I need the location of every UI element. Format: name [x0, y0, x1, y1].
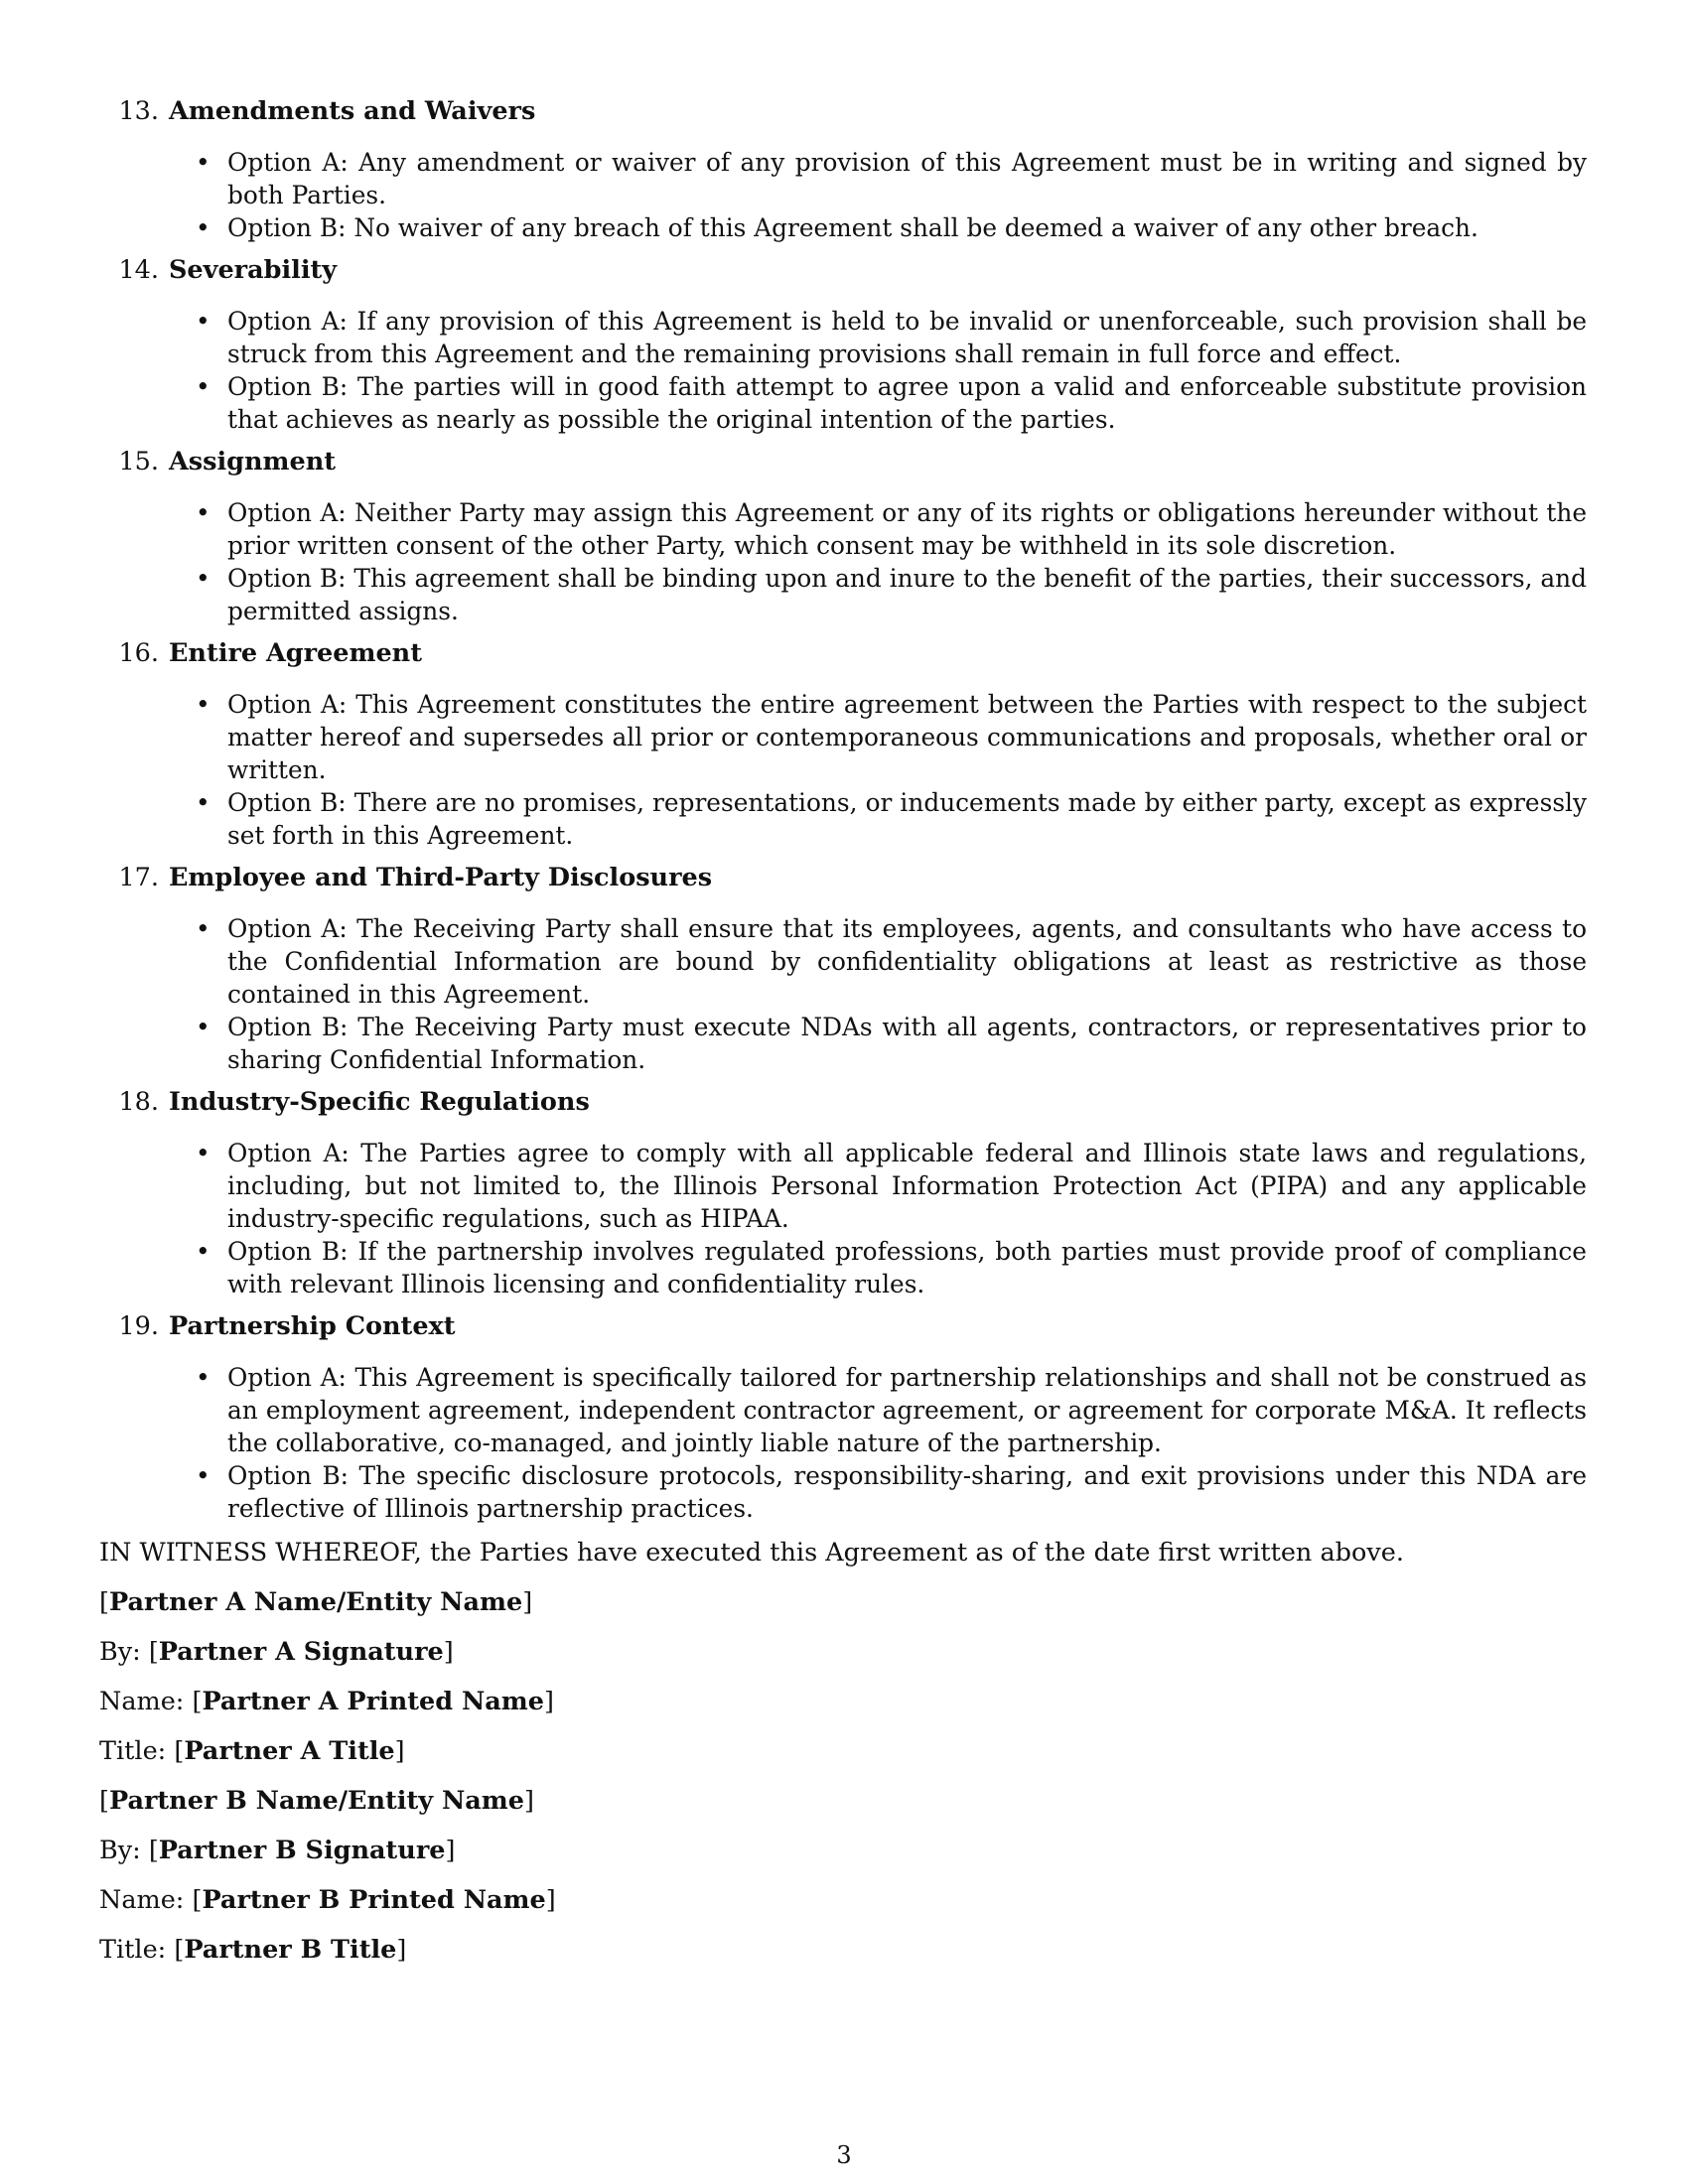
section-heading [99, 446, 1587, 478]
signature-placeholder: Partner A Name/Entity Name [108, 1587, 523, 1617]
bracket-open: [ [174, 1935, 185, 1965]
options-list [99, 496, 1587, 627]
bracket-open: [ [148, 1637, 159, 1667]
bracket-close: ] [545, 1885, 556, 1915]
bracket-open: [ [99, 1786, 109, 1816]
signature-label: Name: [99, 1885, 193, 1915]
option-item: • Option B: The Receiving Party must execute NDAs with all agents, contractors, or representatives prior to sharing Confidential Information. [99, 1011, 1587, 1076]
section-14 [99, 254, 1587, 436]
section-title: Amendments and Waivers [169, 96, 536, 126]
section-18 [99, 1086, 1587, 1300]
bracket-close: ] [524, 1786, 534, 1816]
signature-line [99, 1586, 1587, 1619]
bracket-close: ] [544, 1687, 554, 1716]
bracket-close: ] [396, 1935, 407, 1965]
bracket-close: ] [522, 1587, 533, 1617]
signature-block [99, 1586, 1587, 1967]
section-title: Industry-Specific Regulations [169, 1087, 590, 1117]
bracket-close: ] [394, 1736, 405, 1766]
section-number: 16. [118, 638, 159, 668]
section-number: 19. [118, 1311, 159, 1341]
signature-label: Name: [99, 1687, 193, 1716]
section-15 [99, 446, 1587, 627]
options-list [99, 305, 1587, 436]
signature-line [99, 1686, 1587, 1718]
bracket-open: [ [148, 1836, 159, 1865]
bracket-open: [ [174, 1736, 185, 1766]
bracket-open: [ [99, 1587, 109, 1617]
section-title: Severability [169, 255, 338, 285]
option-item: • Option B: This agreement shall be binding upon and inure to the benefit of the parties, their successors, and permitted assigns. [99, 562, 1587, 627]
section-heading [99, 1086, 1587, 1119]
witness-clause: IN WITNESS WHEREOF, the Parties have executed this Agreement as of the date first written above. [99, 1538, 1404, 1568]
option-item: • Option B: There are no promises, representations, or inducements made by either party, except as expressly set forth in this Agreement. [99, 786, 1587, 852]
section-number: 15. [118, 447, 159, 477]
option-item: • Option A: This Agreement is specifically tailored for partnership relationships and shall not be construed as an employment agreement, independent contractor agreement, or agreement for corporate M&A. It reflects the collaborative, co-managed, and jointly liable nature of the partnership. [99, 1361, 1587, 1459]
section-heading [99, 95, 1587, 128]
bracket-close: ] [445, 1836, 456, 1865]
signature-label: By: [99, 1836, 149, 1865]
document-page [99, 95, 1587, 1983]
section-heading [99, 1310, 1587, 1343]
section-title: Partnership Context [169, 1311, 456, 1341]
option-item: • Option A: If any provision of this Agreement is held to be invalid or unenforceable, such provision shall be struck from this Agreement and the remaining provisions shall remain in full force and effect. [99, 305, 1587, 370]
section-16 [99, 637, 1587, 852]
signature-placeholder: Partner B Signature [158, 1836, 446, 1865]
signature-label: Title: [99, 1736, 175, 1766]
signature-placeholder: Partner A Signature [158, 1637, 444, 1667]
signature-placeholder: Partner A Title [184, 1736, 395, 1766]
section-title: Assignment [169, 447, 337, 477]
section-title: Entire Agreement [169, 638, 422, 668]
section-number: 13. [118, 96, 159, 126]
signature-placeholder: Partner B Name/Entity Name [108, 1786, 524, 1816]
option-item: • Option A: This Agreement constitutes the entire agreement between the Parties with respect to the subject matter hereof and supersedes all prior or contemporaneous communications and proposals, whether oral or written. [99, 688, 1587, 786]
section-17 [99, 862, 1587, 1076]
options-list [99, 1361, 1587, 1525]
options-list [99, 688, 1587, 852]
section-heading [99, 862, 1587, 894]
signature-label: By: [99, 1637, 149, 1667]
option-item: • Option B: The specific disclosure protocols, responsibility-sharing, and exit provisions under this NDA are reflective of Illinois partnership practices. [99, 1459, 1587, 1525]
section-19 [99, 1310, 1587, 1525]
signature-label: Title: [99, 1935, 175, 1965]
section-number: 14. [118, 255, 159, 285]
option-item: • Option A: The Receiving Party shall ensure that its employees, agents, and consultants who have access to the Confidential Information are bound by confidentiality obligations at least as restrictive as those contained in this Agreement. [99, 912, 1587, 1011]
signature-placeholder: Partner B Title [184, 1935, 397, 1965]
bracket-close: ] [443, 1637, 454, 1667]
options-list [99, 1137, 1587, 1300]
signature-line [99, 1785, 1587, 1818]
signature-placeholder: Partner B Printed Name [202, 1885, 546, 1915]
options-list [99, 912, 1587, 1076]
section-heading [99, 637, 1587, 670]
option-item: • Option B: If the partnership involves regulated professions, both parties must provide proof of compliance with relevant Illinois licensing and confidentiality rules. [99, 1235, 1587, 1300]
page-number: 3 [836, 2141, 852, 2169]
section-13 [99, 95, 1587, 244]
section-title: Employee and Third-Party Disclosures [169, 863, 713, 892]
option-item: • Option A: Neither Party may assign this Agreement or any of its rights or obligations hereunder without the prior written consent of the other Party, which consent may be withheld in its sole discretion. [99, 496, 1587, 562]
option-item: • Option B: The parties will in good faith attempt to agree upon a valid and enforceable substitute provision that achieves as nearly as possible the original intention of the parties. [99, 370, 1587, 436]
signature-line [99, 1835, 1587, 1867]
option-item: • Option A: The Parties agree to comply with all applicable federal and Illinois state laws and regulations, including, but not limited to, the Illinois Personal Information Protection Act (PIPA) and any applicable industry-specific regulations, such as HIPAA. [99, 1137, 1587, 1235]
section-number: 17. [118, 863, 159, 892]
bracket-open: [ [192, 1687, 203, 1716]
option-item: • Option A: Any amendment or waiver of any provision of this Agreement must be in writing and signed by both Parties. [99, 146, 1587, 211]
section-number: 18. [118, 1087, 159, 1117]
options-list [99, 146, 1587, 244]
signature-line [99, 1934, 1587, 1967]
signature-placeholder: Partner A Printed Name [202, 1687, 544, 1716]
option-item: • Option B: No waiver of any breach of this Agreement shall be deemed a waiver of any other breach. [99, 211, 1587, 244]
section-heading [99, 254, 1587, 287]
signature-line [99, 1735, 1587, 1768]
bracket-open: [ [192, 1885, 203, 1915]
sections-list [99, 95, 1587, 1525]
signature-line [99, 1884, 1587, 1917]
signature-line [99, 1636, 1587, 1669]
